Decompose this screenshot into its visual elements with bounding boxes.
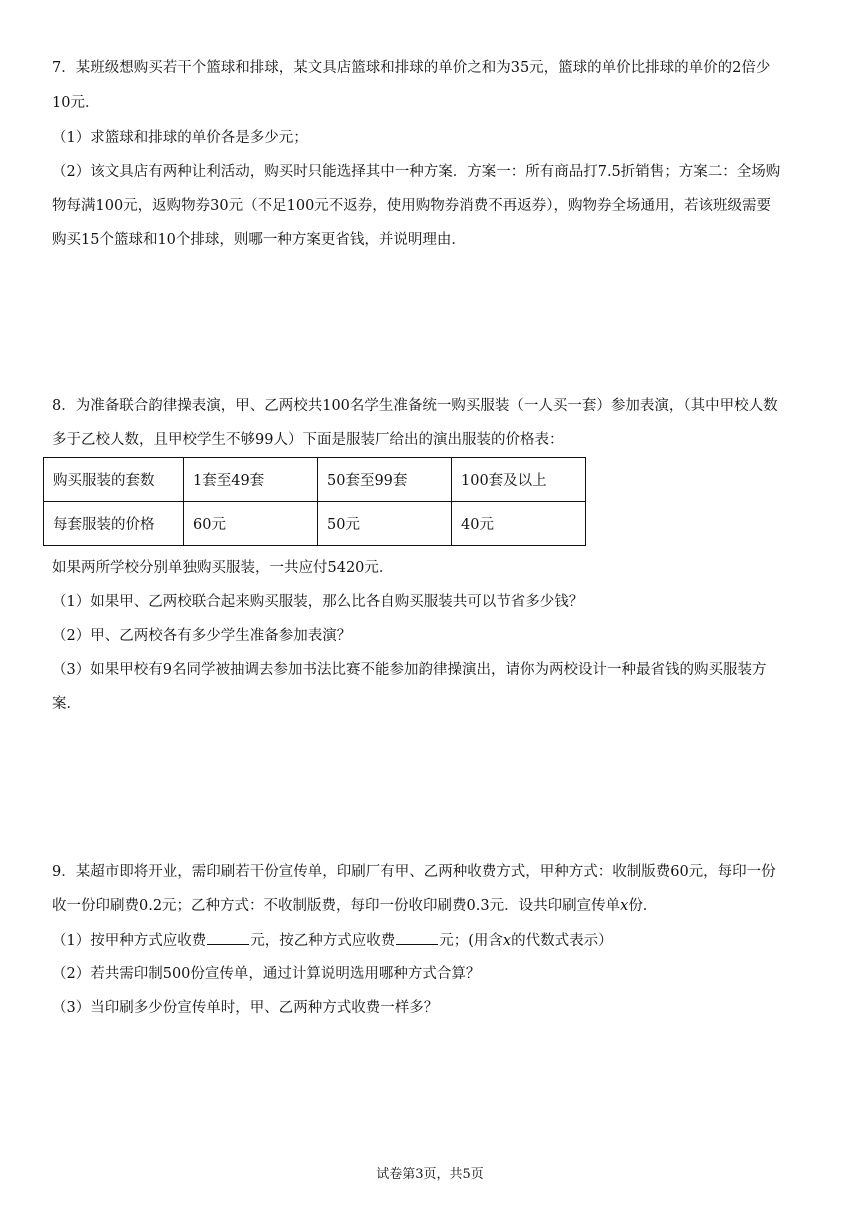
table-cell: 每套服装的价格 (44, 502, 184, 546)
variable-x: x (620, 898, 629, 914)
q7-line1: 7．某班级想购买若干个篮球和排球，某文具店篮球和排球的单价之和为35元，篮球的单价比排球的单价的2倍少 (52, 60, 771, 76)
q7-line2: 10元． (52, 95, 100, 111)
answer-blank-2[interactable] (396, 930, 438, 945)
table-cell: 100套及以上 (452, 458, 586, 502)
q9-line1: 9．某超市即将开业，需印刷若干份宣传单，印刷厂有甲、乙两种收费方式，甲种方式：收制版费60元，每印一份 (52, 864, 776, 880)
q8-part3-line2: 案． (52, 696, 81, 712)
table-row (44, 458, 586, 502)
q8-line3: 如果两所学校分别单独购买服装，一共应付5420元． (52, 560, 394, 576)
q7-part1: （1）求篮球和排球的单价各是多少元； (52, 130, 308, 146)
q9-part1-text-d: 的代数式表示） (511, 933, 613, 949)
q7-part2-line2: 物每满100元，返购物券30元（不足100元不返券，使用购物券消费不再返券），购物券全场通用，若该班级需要 (52, 198, 772, 214)
table-cell: 购买服装的套数 (44, 458, 184, 502)
q9-part1-text-b: 元，按乙种方式应收费 (250, 933, 396, 949)
q9-line2-text: 收一份印刷费0.2元；乙种方式：不收制版费，每印一份收印刷费0.3元．设共印刷宣传单 (52, 898, 621, 914)
q8-part3-line1: （3）如果甲校有9名同学被抽调去参加书法比赛不能参加韵律操演出，请你为两校设计一种最省钱的购买服装方 (52, 662, 767, 678)
q9-part1-text-a: （1）按甲种方式应收费 (52, 933, 207, 949)
table-cell: 50元 (318, 502, 452, 546)
q9-line2 (52, 896, 657, 916)
table-cell: 1套至49套 (184, 458, 318, 502)
q9-line2-end: 份． (628, 898, 658, 914)
price-table (43, 457, 586, 546)
table-cell: 60元 (184, 502, 318, 546)
answer-blank-1[interactable] (207, 930, 249, 945)
q7-part2-line1: （2）该文具店有两种让利活动，购买时只能选择其中一种方案．方案一：所有商品打7.5折销售；方案二：全场购 (52, 164, 781, 180)
q8-part1: （1）如果甲、乙两校联合起来购买服装，那么比各自购买服装共可以节省多少钱？ (52, 594, 584, 610)
q9-part1-text-c: 元；(用含 (439, 933, 503, 949)
table-row (44, 502, 586, 546)
q8-line1: 8．为准备联合韵律操表演，甲、乙两校共100名学生准备统一购买服装（一人买一套）参加表演，（其中甲校人数 (52, 398, 778, 414)
page-footer: 试卷第3页，共5页 (376, 1167, 484, 1182)
table-cell: 50套至99套 (318, 458, 452, 502)
q8-part2: （2）甲、乙两校各有多少学生准备参加表演？ (52, 628, 352, 644)
variable-x: x (502, 933, 512, 949)
q8-line2: 多于乙校人数，且甲校学生不够99人）下面是服装厂给出的演出服装的价格表： (52, 432, 564, 448)
q7-part2-line3: 购买15个篮球和10个排球，则哪一种方案更省钱，并说明理由． (52, 232, 466, 248)
q9-part2: （2）若共需印制500份宣传单，通过计算说明选用哪种方式合算？ (52, 966, 481, 982)
table-cell: 40元 (452, 502, 586, 546)
q9-part3: （3）当印刷多少份宣传单时，甲、乙两种方式收费一样多？ (52, 1000, 439, 1016)
q9-part1 (52, 930, 613, 951)
